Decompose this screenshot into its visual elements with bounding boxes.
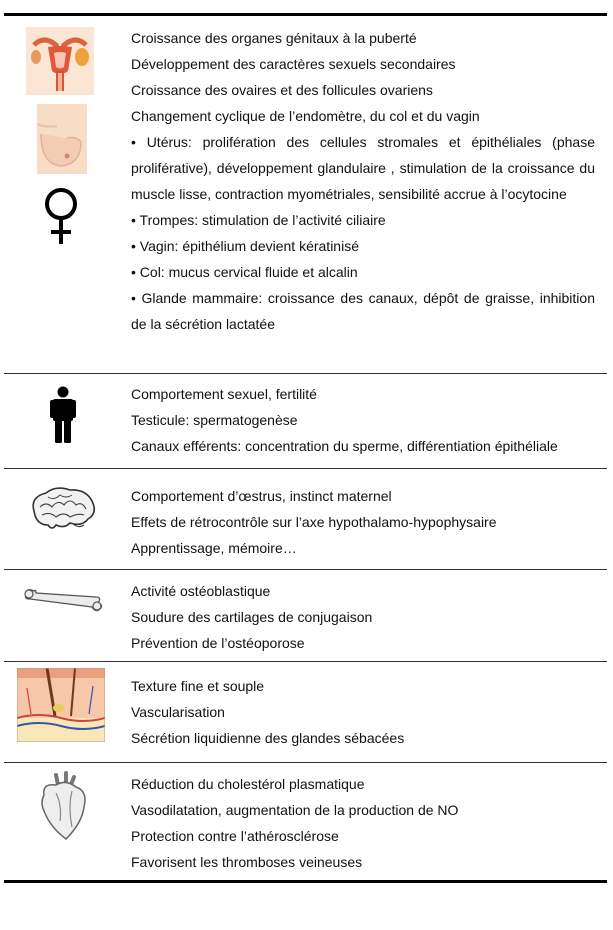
effect-line: Effets de rétrocontrôle sur l’axe hypothalamo-hypophysaire	[131, 514, 497, 530]
effect-line: Réduction du cholestérol plasmatique	[131, 776, 365, 792]
effect-line: Prévention de l’ostéoporose	[131, 635, 305, 651]
section-divider	[4, 373, 607, 374]
effect-line: Protection contre l’athérosclérose	[131, 828, 339, 844]
section-divider	[4, 762, 607, 763]
effect-line-uterus: • Utérus: prolifération des cellules stromales et épithéliales (phase proliférative), développement glandulaire , stimulation de la croissance du muscle lisse, contraction myométriales, sensibilité accrue à l’ocytocine	[131, 134, 595, 202]
brain-icon	[26, 485, 98, 535]
effect-line: Apprentissage, mémoire…	[131, 540, 297, 556]
effect-line: Croissance des ovaires et des follicules ovariens	[131, 82, 433, 98]
section-brain	[131, 483, 595, 561]
bone-icon	[22, 585, 104, 615]
section-reproductive	[131, 25, 595, 337]
skin-icon	[17, 668, 105, 742]
effect-line: Vascularisation	[131, 704, 225, 720]
effect-line: Soudure des cartilages de conjugaison	[131, 609, 373, 625]
effect-line: Comportement d’œstrus, instinct maternel	[131, 488, 392, 504]
effect-line: Comportement sexuel, fertilité	[131, 386, 317, 402]
table-bottom-rule	[4, 880, 607, 883]
effect-line: • Vagin: épithélium devient kératinisé	[131, 238, 359, 254]
effect-line: Testicule: spermatogenèse	[131, 412, 298, 428]
section-skin	[131, 673, 595, 751]
effect-line: Changement cyclique de l’endomètre, du col et du vagin	[131, 108, 480, 124]
section-bone	[131, 578, 595, 656]
effect-line: Favorisent les thromboses veineuses	[131, 854, 363, 870]
effect-line: Sécrétion liquidienne des glandes sébacées	[131, 730, 405, 746]
effect-line: • Col: mucus cervical fluide et alcalin	[131, 264, 358, 280]
breast-icon	[37, 104, 87, 174]
section-divider	[4, 468, 607, 469]
uterus-icon	[26, 27, 94, 95]
effect-line: Activité ostéoblastique	[131, 583, 271, 599]
effect-line: Vasodilatation, augmentation de la production de NO	[131, 802, 459, 818]
effect-line: • Trompes: stimulation de l’activité ciliaire	[131, 212, 386, 228]
effect-line-mammary: • Glande mammaire: croissance des canaux, dépôt de graisse, inhibition de la sécrétion lactatée	[131, 290, 595, 332]
female-symbol-icon	[36, 186, 86, 246]
section-heart	[131, 771, 595, 875]
section-male	[131, 381, 595, 459]
table-top-rule	[4, 13, 607, 16]
effect-line: Texture fine et souple	[131, 678, 265, 694]
male-figure-icon	[48, 386, 78, 444]
section-divider	[4, 661, 607, 662]
effect-line: Croissance des organes génitaux à la puberté	[131, 30, 417, 46]
heart-icon	[36, 771, 90, 843]
effect-line: Canaux efférents: concentration du sperme, différentiation épithéliale	[131, 438, 558, 454]
effect-line: Développement des caractères sexuels secondaires	[131, 56, 456, 72]
section-divider	[4, 569, 607, 570]
